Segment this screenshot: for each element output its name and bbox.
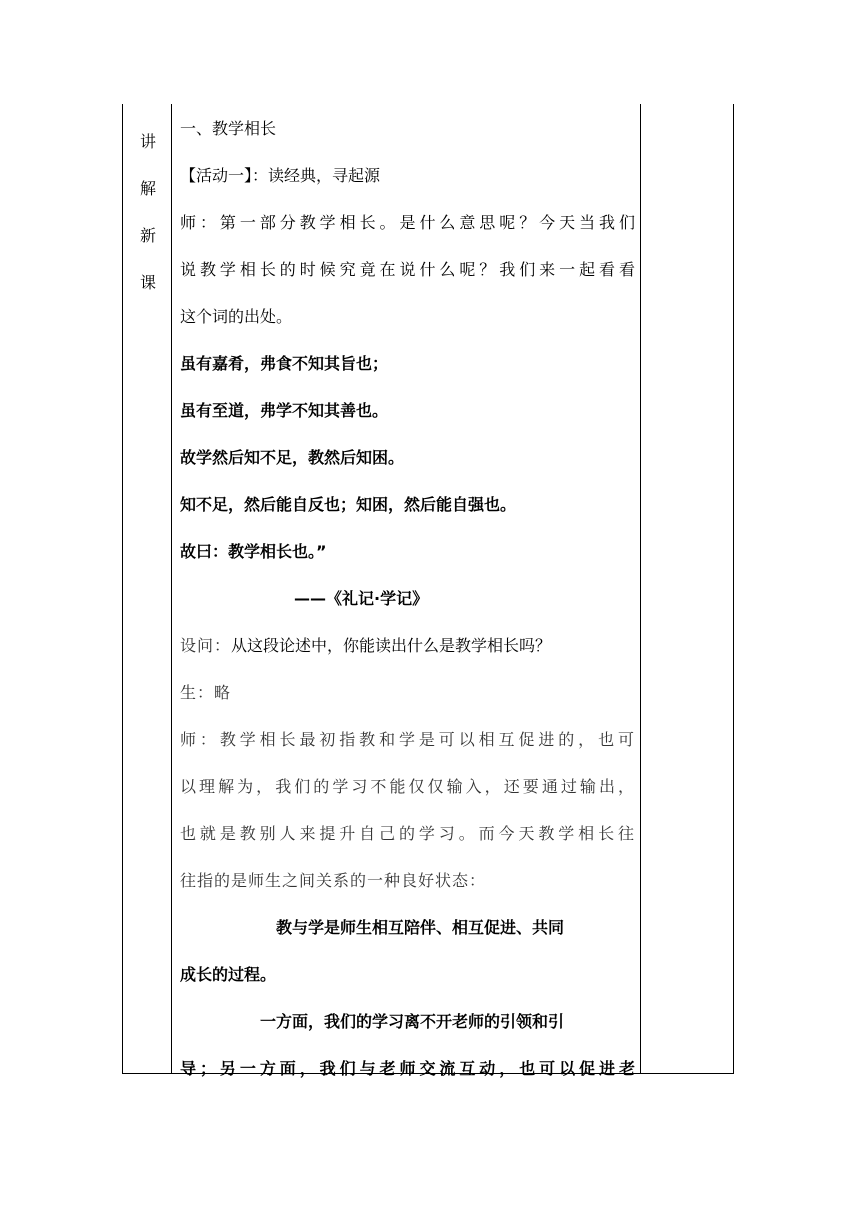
teacher-explanation-line: 也就是教别人来提升自己的学习。而今天教学相长往 <box>180 824 635 843</box>
emphasis-line: 导；另一方面，我们与老师交流互动，也可以促进老 <box>180 1059 635 1078</box>
emphasis-line: 教与学是师生相互陪伴、相互促进、共同 <box>276 918 565 937</box>
question-line <box>180 631 635 678</box>
table-border-left <box>122 104 123 1074</box>
section-label-char: 解 <box>139 179 156 198</box>
quote-source: ——《礼记·学记》 <box>294 589 429 608</box>
emphasis-line: 一方面，我们的学习离不开老师的引领和引 <box>260 1012 565 1031</box>
section-label-column <box>138 118 158 306</box>
teacher-line: 说教学相长的时候究竟在说什么呢？我们来一起看看 <box>180 260 635 279</box>
table-border-col2 <box>640 104 641 1074</box>
teacher-line: 师：第一部分教学相长。是什么意思呢？今天当我们 <box>180 213 635 232</box>
section-heading: 一、教学相长 <box>180 119 277 138</box>
teacher-explanation-line: 往指的是师生之间关系的一种良好状态： <box>180 871 487 890</box>
quote-line: 知不足，然后能自反也；知困，然后能自强也。 <box>180 495 517 514</box>
section-label-char: 讲 <box>139 132 156 151</box>
lesson-content <box>180 114 635 1101</box>
teacher-line: 这个词的出处。 <box>180 307 293 326</box>
teacher-explanation-line: 以理解为，我们的学习不能仅仅输入，还要通过输出， <box>180 777 635 796</box>
quote-line: 虽有至道，弗学不知其善也。 <box>180 401 389 420</box>
student-line: 生：略 <box>180 683 232 702</box>
section-label-char: 新 <box>139 226 156 245</box>
section-label-char: 课 <box>139 273 156 292</box>
quote-line: 故学然后知不足，教然后知困。 <box>180 448 405 467</box>
quote-line: 故曰：教学相长也。” <box>180 542 327 561</box>
teacher-explanation-line: 师：教学相长最初指教和学是可以相互促进的，也可 <box>180 730 635 749</box>
activity-title: 【活动一】：读经典，寻起源 <box>180 166 381 185</box>
emphasis-line: 成长的过程。 <box>180 965 277 984</box>
quote-line: 虽有嘉肴，弗食不知其旨也； <box>180 354 389 373</box>
table-border-right <box>733 104 734 1074</box>
table-border-col1 <box>171 104 172 1074</box>
question-prefix: 设问： <box>180 636 232 655</box>
question-text: 从这段论述中，你能读出什么是教学相长吗？ <box>231 636 552 655</box>
